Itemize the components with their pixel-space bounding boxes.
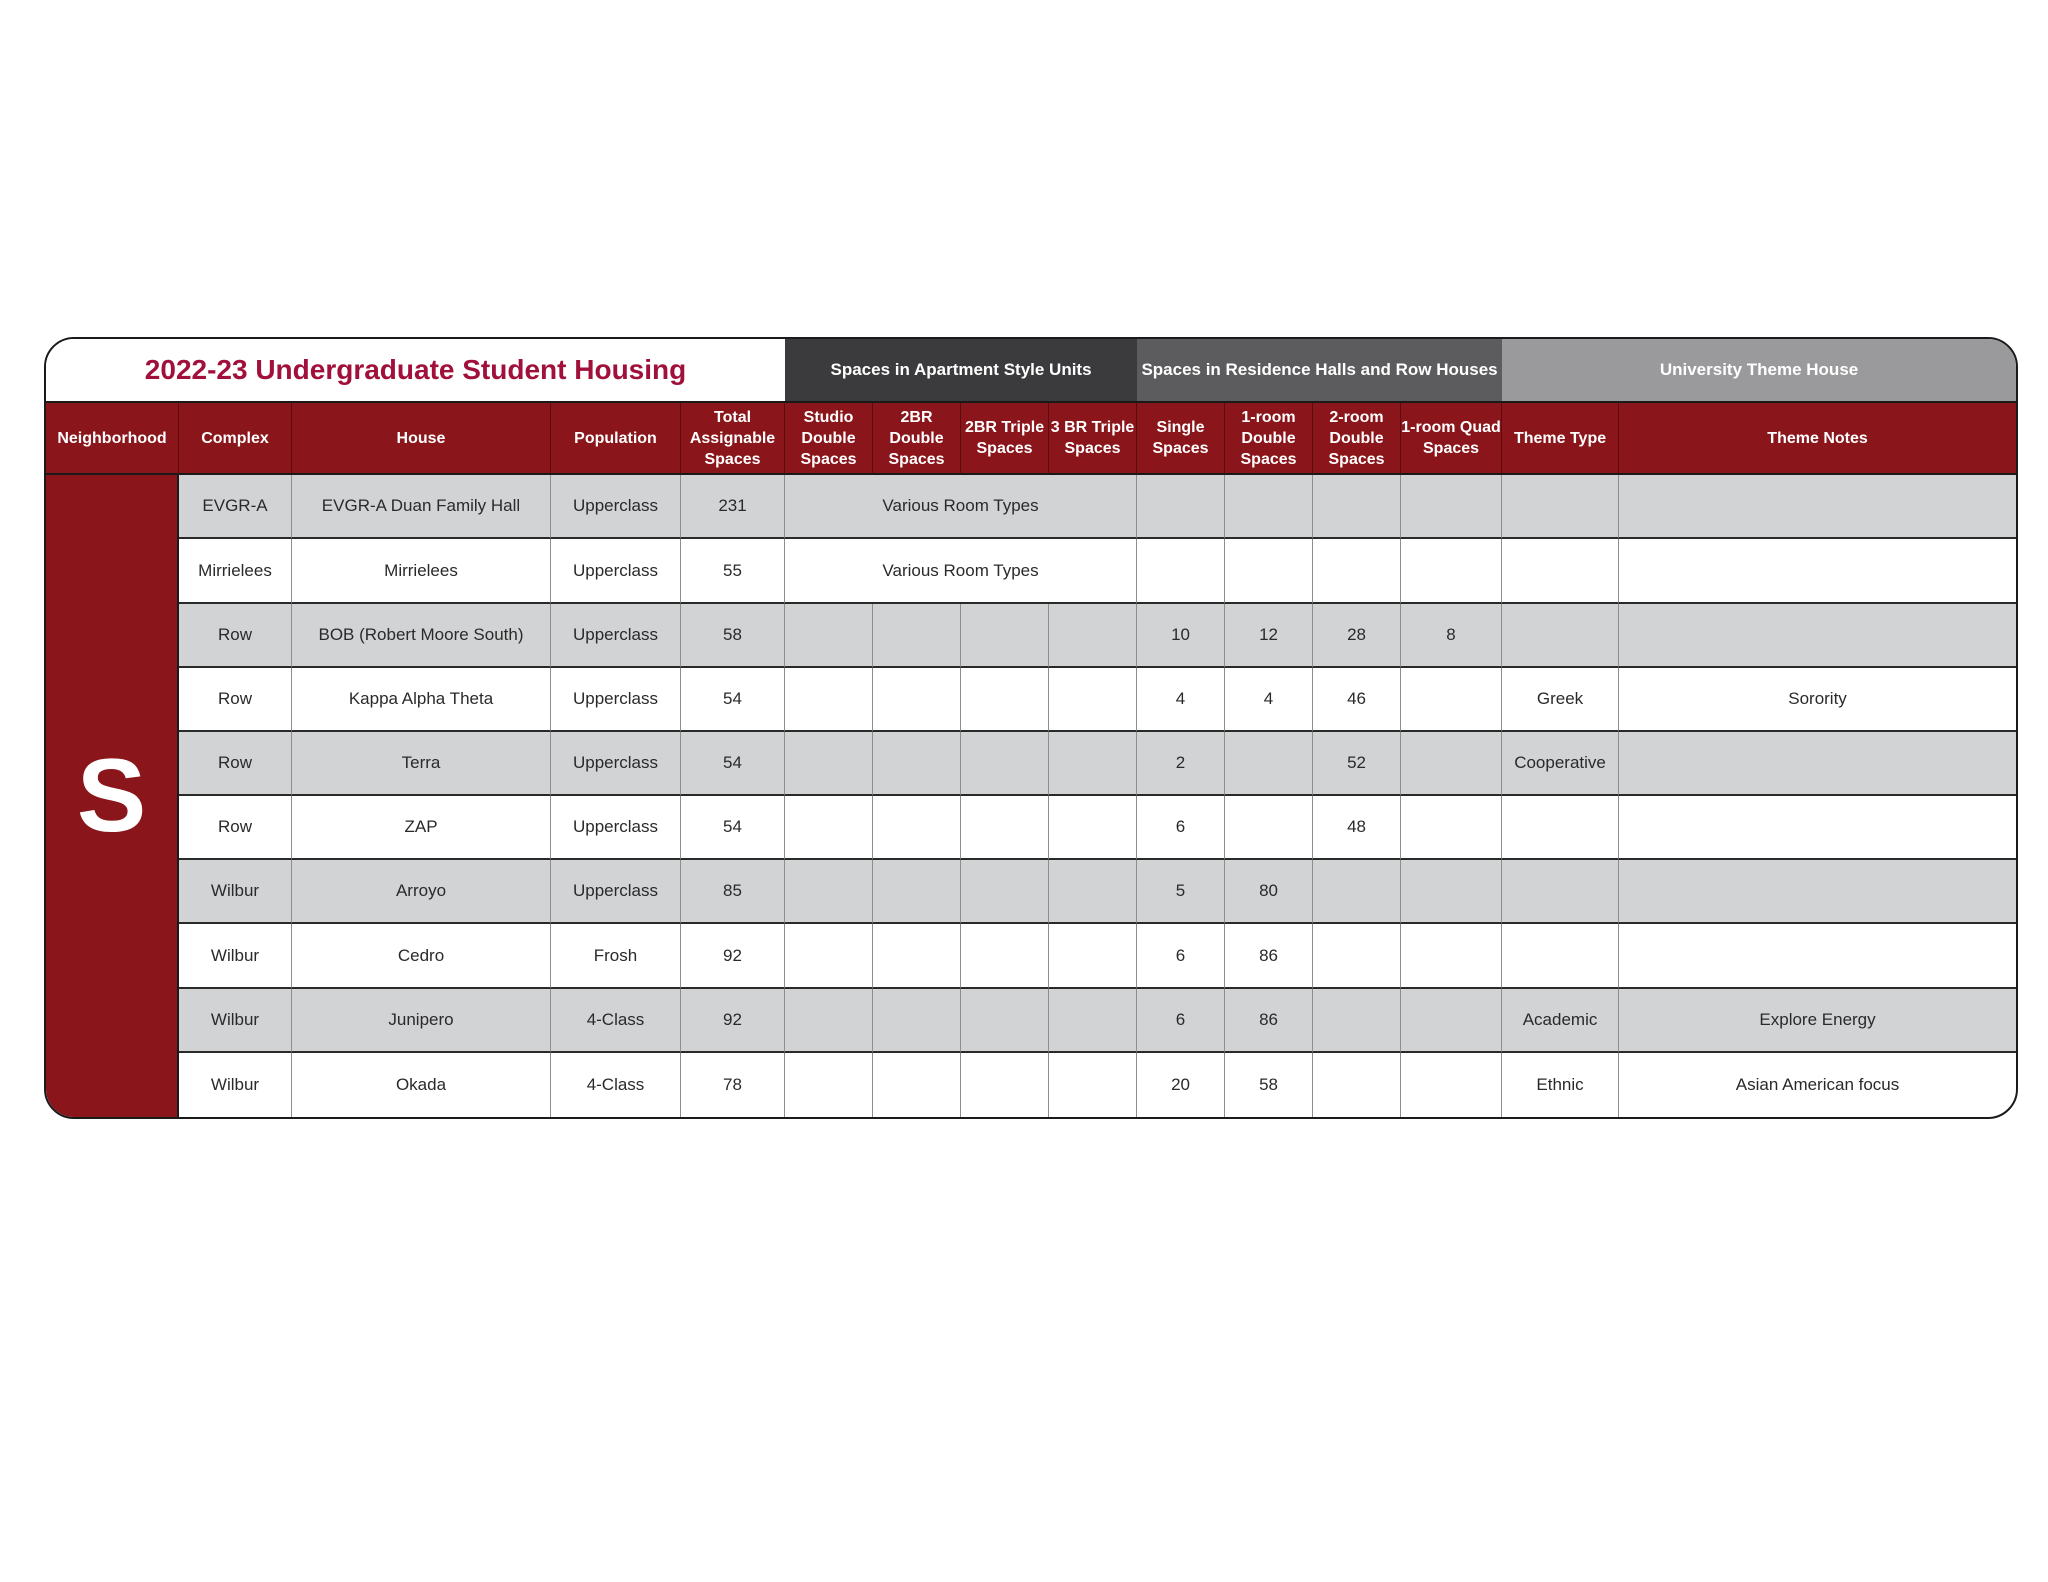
cell-1room-quad [1401, 732, 1502, 796]
cell-theme-type: Greek [1502, 668, 1619, 732]
cell-theme-notes [1619, 796, 2016, 860]
cell-theme-type [1502, 539, 1619, 603]
cell-3br-triple [1049, 860, 1137, 924]
header-1room-quad: 1-room Quad Spaces [1401, 403, 1502, 475]
banner-row [46, 339, 2016, 403]
cell-2room-double: 52 [1313, 732, 1401, 796]
table-row [46, 732, 2016, 796]
cell-studio [785, 860, 873, 924]
cell-2room-double [1313, 989, 1401, 1053]
table-row [46, 475, 2016, 539]
cell-3br-triple [1049, 668, 1137, 732]
cell-single: 5 [1137, 860, 1225, 924]
cell-house: Mirrielees [292, 539, 551, 603]
cell-house: BOB (Robert Moore South) [292, 604, 551, 668]
cell-2room-double [1313, 1053, 1401, 1117]
cell-total: 92 [681, 924, 785, 988]
cell-population: Frosh [551, 924, 681, 988]
cell-house: Cedro [292, 924, 551, 988]
cell-2room-double [1313, 475, 1401, 539]
cell-2room-double: 48 [1313, 796, 1401, 860]
table-row [46, 796, 2016, 860]
cell-1room-double [1225, 732, 1313, 796]
cell-studio [785, 1053, 873, 1117]
cell-theme-type [1502, 796, 1619, 860]
cell-total: 78 [681, 1053, 785, 1117]
cell-2room-double [1313, 924, 1401, 988]
cell-theme-type: Ethnic [1502, 1053, 1619, 1117]
cell-2br-double [873, 732, 961, 796]
cell-theme-notes [1619, 604, 2016, 668]
neighborhood-label: S [46, 475, 179, 1117]
header-3br-triple: 3 BR Triple Spaces [1049, 403, 1137, 475]
header-population: Population [551, 403, 681, 475]
cell-theme-type [1502, 924, 1619, 988]
cell-total: 85 [681, 860, 785, 924]
header-studio: Studio Double Spaces [785, 403, 873, 475]
cell-studio [785, 668, 873, 732]
header-2room-double: 2-room Double Spaces [1313, 403, 1401, 475]
cell-studio [785, 604, 873, 668]
table-row [46, 924, 2016, 988]
cell-complex: Wilbur [179, 860, 292, 924]
cell-2br-triple [961, 796, 1049, 860]
cell-single: 2 [1137, 732, 1225, 796]
cell-total: 92 [681, 989, 785, 1053]
cell-apartment-note: Various Room Types [785, 475, 1137, 539]
cell-1room-double [1225, 475, 1313, 539]
cell-theme-type [1502, 475, 1619, 539]
cell-1room-quad [1401, 539, 1502, 603]
cell-2br-triple [961, 1053, 1049, 1117]
cell-total: 54 [681, 796, 785, 860]
cell-3br-triple [1049, 1053, 1137, 1117]
cell-apartment-note: Various Room Types [785, 539, 1137, 603]
cell-house: EVGR-A Duan Family Hall [292, 475, 551, 539]
cell-single: 6 [1137, 924, 1225, 988]
cell-complex: EVGR-A [179, 475, 292, 539]
cell-single: 6 [1137, 796, 1225, 860]
cell-population: Upperclass [551, 732, 681, 796]
cell-complex: Row [179, 732, 292, 796]
cell-house: Junipero [292, 989, 551, 1053]
table-row [46, 539, 2016, 603]
cell-2br-double [873, 860, 961, 924]
cell-1room-double [1225, 796, 1313, 860]
cell-studio [785, 796, 873, 860]
cell-2br-double [873, 989, 961, 1053]
header-neighborhood: Neighborhood [46, 403, 179, 475]
cell-single [1137, 475, 1225, 539]
cell-1room-double: 86 [1225, 989, 1313, 1053]
group-header-theme: University Theme House [1502, 339, 2016, 403]
cell-studio [785, 732, 873, 796]
cell-1room-double: 58 [1225, 1053, 1313, 1117]
cell-population: 4-Class [551, 989, 681, 1053]
cell-3br-triple [1049, 732, 1137, 796]
cell-complex: Wilbur [179, 1053, 292, 1117]
cell-population: Upperclass [551, 604, 681, 668]
page-title: 2022-23 Undergraduate Student Housing [46, 339, 785, 403]
table-row [46, 989, 2016, 1053]
cell-single: 6 [1137, 989, 1225, 1053]
cell-3br-triple [1049, 604, 1137, 668]
cell-complex: Row [179, 604, 292, 668]
cell-1room-double: 80 [1225, 860, 1313, 924]
housing-table [44, 337, 2018, 1119]
cell-2room-double [1313, 539, 1401, 603]
cell-single: 10 [1137, 604, 1225, 668]
cell-single [1137, 539, 1225, 603]
group-header-residence: Spaces in Residence Halls and Row Houses [1137, 339, 1502, 403]
cell-theme-notes [1619, 539, 2016, 603]
cell-theme-notes: Explore Energy [1619, 989, 2016, 1053]
cell-2br-double [873, 924, 961, 988]
cell-theme-notes: Sorority [1619, 668, 2016, 732]
cell-2br-triple [961, 989, 1049, 1053]
cell-2br-triple [961, 924, 1049, 988]
cell-population: 4-Class [551, 1053, 681, 1117]
cell-population: Upperclass [551, 475, 681, 539]
cell-complex: Row [179, 668, 292, 732]
cell-1room-double: 86 [1225, 924, 1313, 988]
cell-theme-type [1502, 860, 1619, 924]
cell-complex: Row [179, 796, 292, 860]
cell-single: 4 [1137, 668, 1225, 732]
cell-house: ZAP [292, 796, 551, 860]
cell-studio [785, 989, 873, 1053]
cell-theme-type: Cooperative [1502, 732, 1619, 796]
cell-2room-double: 46 [1313, 668, 1401, 732]
cell-1room-quad [1401, 1053, 1502, 1117]
cell-1room-quad [1401, 475, 1502, 539]
header-2br-triple: 2BR Triple Spaces [961, 403, 1049, 475]
header-single: Single Spaces [1137, 403, 1225, 475]
cell-2br-double [873, 1053, 961, 1117]
cell-2br-triple [961, 604, 1049, 668]
cell-theme-type: Academic [1502, 989, 1619, 1053]
cell-total: 231 [681, 475, 785, 539]
header-2br-double: 2BR Double Spaces [873, 403, 961, 475]
table-row [46, 668, 2016, 732]
cell-population: Upperclass [551, 860, 681, 924]
cell-3br-triple [1049, 989, 1137, 1053]
cell-complex: Wilbur [179, 924, 292, 988]
header-1room-double: 1-room Double Spaces [1225, 403, 1313, 475]
cell-total: 58 [681, 604, 785, 668]
cell-theme-notes [1619, 732, 2016, 796]
cell-population: Upperclass [551, 668, 681, 732]
cell-total: 55 [681, 539, 785, 603]
cell-2br-double [873, 604, 961, 668]
cell-complex: Mirrielees [179, 539, 292, 603]
cell-population: Upperclass [551, 796, 681, 860]
cell-2br-triple [961, 668, 1049, 732]
cell-1room-double: 12 [1225, 604, 1313, 668]
cell-studio [785, 924, 873, 988]
header-theme-notes: Theme Notes [1619, 403, 2016, 475]
header-total: Total Assignable Spaces [681, 403, 785, 475]
cell-theme-notes [1619, 924, 2016, 988]
cell-house: Terra [292, 732, 551, 796]
cell-theme-notes [1619, 860, 2016, 924]
group-header-apartment: Spaces in Apartment Style Units [785, 339, 1137, 403]
cell-population: Upperclass [551, 539, 681, 603]
cell-2br-triple [961, 732, 1049, 796]
table-row [46, 604, 2016, 668]
cell-single: 20 [1137, 1053, 1225, 1117]
cell-2br-double [873, 796, 961, 860]
cell-theme-notes: Asian American focus [1735, 1074, 1900, 1094]
cell-total: 54 [681, 668, 785, 732]
cell-2br-triple [961, 860, 1049, 924]
cell-complex: Wilbur [179, 989, 292, 1053]
table-row [46, 1053, 2016, 1117]
cell-2br-double [873, 668, 961, 732]
cell-house: Okada [292, 1053, 551, 1117]
cell-house: Arroyo [292, 860, 551, 924]
cell-1room-quad [1401, 924, 1502, 988]
cell-2room-double [1313, 860, 1401, 924]
cell-1room-double [1225, 539, 1313, 603]
cell-1room-quad [1401, 989, 1502, 1053]
cell-2room-double: 28 [1313, 604, 1401, 668]
column-header-row [46, 403, 2016, 475]
cell-1room-quad [1401, 668, 1502, 732]
cell-1room-quad: 8 [1401, 604, 1502, 668]
header-complex: Complex [179, 403, 292, 475]
cell-3br-triple [1049, 796, 1137, 860]
header-theme-type: Theme Type [1502, 403, 1619, 475]
cell-total: 54 [681, 732, 785, 796]
cell-1room-quad [1401, 860, 1502, 924]
header-house: House [292, 403, 551, 475]
cell-house: Kappa Alpha Theta [292, 668, 551, 732]
table-row [46, 860, 2016, 924]
cell-1room-double: 4 [1225, 668, 1313, 732]
cell-theme-type [1502, 604, 1619, 668]
cell-1room-quad [1401, 796, 1502, 860]
cell-theme-notes [1619, 475, 2016, 539]
cell-3br-triple [1049, 924, 1137, 988]
